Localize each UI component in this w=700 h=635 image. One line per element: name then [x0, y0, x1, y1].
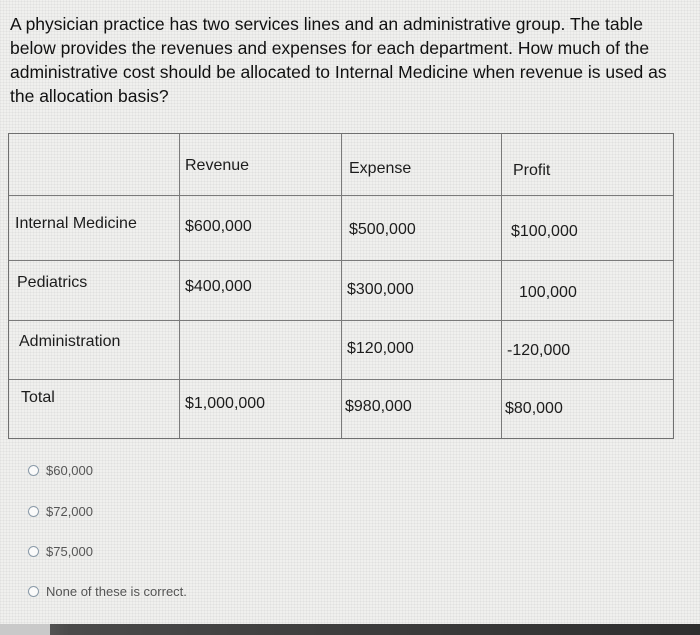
table-cell-revenue: $1,000,000 [185, 395, 266, 412]
radio-button-icon[interactable] [28, 586, 39, 597]
table-cell-expense: $120,000 [347, 340, 414, 357]
table-cell-profit: $80,000 [505, 400, 563, 417]
answer-option-72000[interactable] [28, 504, 93, 519]
radio-button-icon[interactable] [28, 465, 39, 476]
table-cell-expense: $300,000 [347, 281, 414, 298]
table-cell-revenue: $400,000 [185, 278, 252, 295]
table-cell-expense: $500,000 [349, 221, 416, 238]
answer-option-60000[interactable] [28, 463, 93, 478]
table-column-divider [501, 134, 502, 438]
table-cell-department: Total [21, 389, 55, 406]
data-table [8, 133, 674, 439]
table-cell-department: Internal Medicine [15, 215, 137, 232]
answer-option-75000[interactable] [28, 544, 93, 559]
answer-option-none[interactable] [28, 584, 187, 599]
table-header-expense: Expense [349, 160, 412, 177]
bottom-edge-highlight [0, 624, 50, 635]
table-column-divider [341, 134, 342, 438]
answer-option-label: $60,000 [46, 463, 93, 478]
bottom-edge-strip [0, 624, 700, 635]
table-cell-revenue: $600,000 [185, 218, 252, 235]
answer-option-label: $72,000 [46, 504, 93, 519]
table-header-revenue: Revenue [185, 157, 250, 174]
table-header-profit: Profit [513, 162, 551, 179]
table-cell-profit: 100,000 [519, 284, 577, 301]
table-cell-department: Pediatrics [17, 274, 88, 291]
radio-button-icon[interactable] [28, 546, 39, 557]
answer-option-label: $75,000 [46, 544, 93, 559]
table-cell-profit: -120,000 [507, 342, 571, 359]
table-column-divider [179, 134, 180, 438]
radio-button-icon[interactable] [28, 506, 39, 517]
answer-option-label: None of these is correct. [46, 584, 187, 599]
table-cell-department: Administration [19, 333, 121, 350]
table-cell-expense: $980,000 [345, 398, 412, 415]
table-cell-profit: $100,000 [511, 223, 578, 240]
question-text: A physician practice has two services lines and an administrative group. The table below provides the revenues and expenses for each department. How much of the administrative cost should be allocated to Internal Medicine when revenue is used as the allocation basis? [10, 14, 667, 106]
